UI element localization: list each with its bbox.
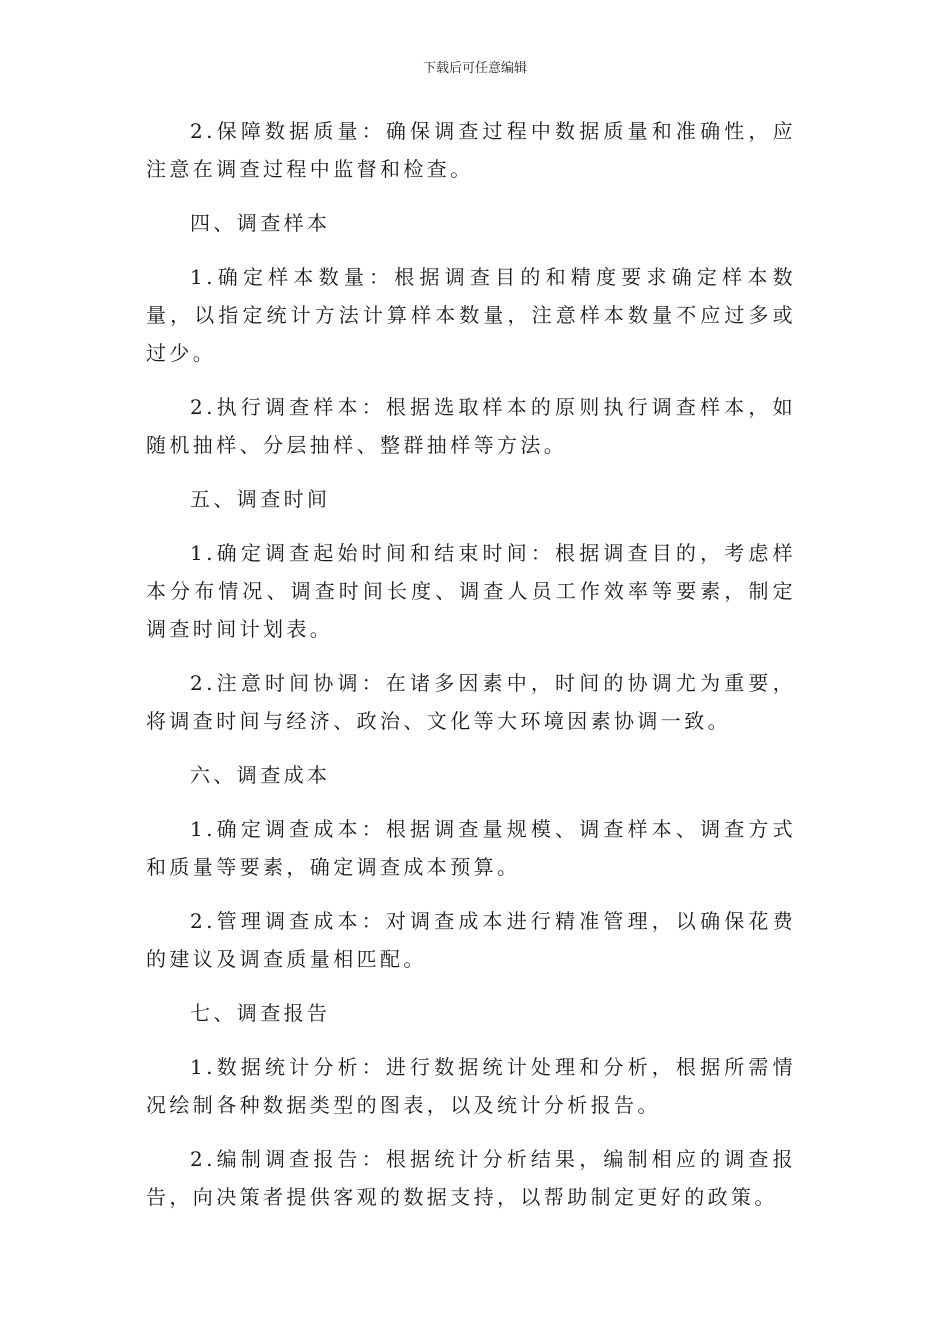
section-heading-time: 五、调查时间 bbox=[190, 487, 331, 511]
paragraph-data-quality: 2.保障数据质量：确保调查过程中数据质量和准确性，应注意在调查过程中监督和检查。 bbox=[146, 119, 796, 181]
header-note: 下载后可任意编辑 bbox=[422, 61, 527, 76]
paragraph-execute-sample: 2.执行调查样本：根据选取样本的原则执行调查样本，如随机抽样、分层抽样、整群抽样等方法。 bbox=[146, 395, 796, 457]
section-heading-report: 七、调查报告 bbox=[190, 1001, 331, 1025]
paragraph-time-coordination: 2.注意时间协调：在诸多因素中，时间的协调尤为重要，将调查时间与经济、政治、文化等大环境因素协调一致。 bbox=[146, 671, 796, 733]
paragraph-start-end-time: 1.确定调查起始时间和结束时间：根据调查目的，考虑样本分布情况、调查时间长度、调查人员工作效率等要素，制定调查时间计划表。 bbox=[146, 541, 796, 641]
paragraph-statistical-analysis: 1.数据统计分析：进行数据统计处理和分析，根据所需情况绘制各种数据类型的图表，以及统计分析报告。 bbox=[146, 1055, 796, 1117]
paragraph-compile-report: 2.编制调查报告：根据统计分析结果，编制相应的调查报告，向决策者提供客观的数据支持，以帮助制定更好的政策。 bbox=[146, 1147, 796, 1209]
paragraph-determine-cost: 1.确定调查成本：根据调查量规模、调查样本、调查方式和质量等要素，确定调查成本预算。 bbox=[146, 817, 796, 879]
paragraph-manage-cost: 2.管理调查成本：对调查成本进行精准管理，以确保花费的建议及调查质量相匹配。 bbox=[146, 909, 796, 971]
paragraph-sample-size: 1.确定样本数量：根据调查目的和精度要求确定样本数量，以指定统计方法计算样本数量，注意样本数量不应过多或过少。 bbox=[146, 265, 796, 365]
section-heading-sample: 四、调查样本 bbox=[190, 211, 331, 235]
section-heading-cost: 六、调查成本 bbox=[190, 763, 331, 787]
document-body bbox=[146, 112, 796, 1232]
